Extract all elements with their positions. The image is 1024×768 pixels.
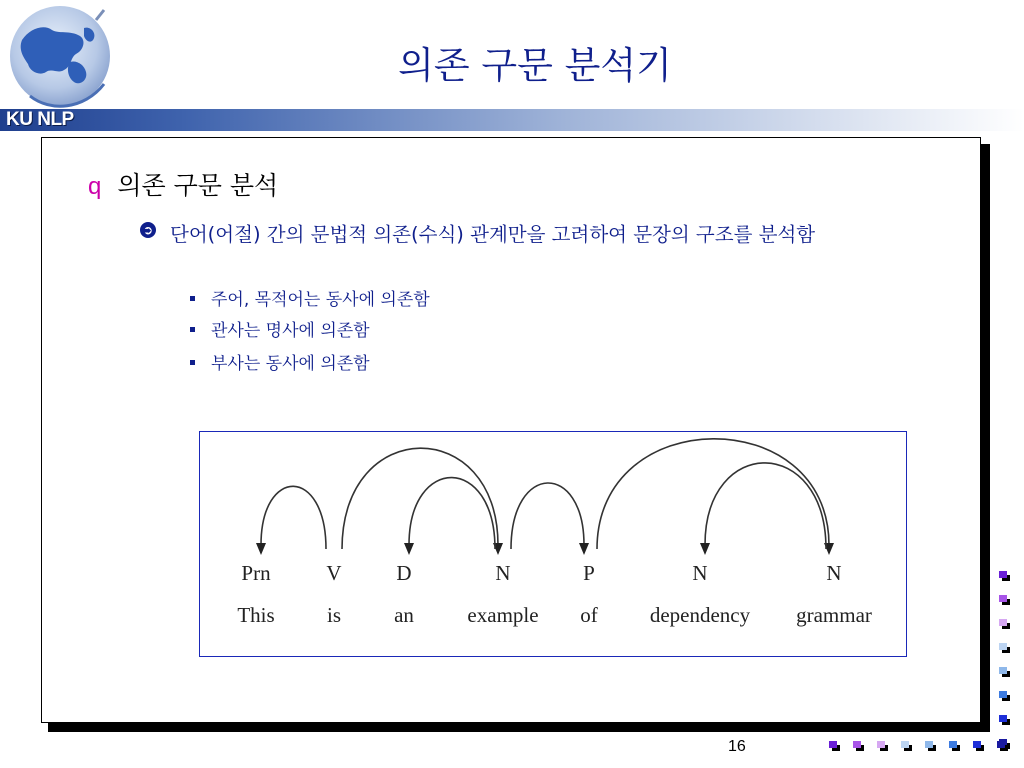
dependency-arc [261,486,326,549]
pos-tag: Prn [241,561,271,585]
list-item [190,319,370,343]
arrowhead [700,543,710,555]
token-word: of [580,603,598,627]
token-word: dependency [649,603,751,627]
decor-square [877,741,886,750]
list-item-text: 부사는 동사에 의존함 [211,354,370,374]
header-bar [0,109,1024,131]
slide-title: 의존 구문 분석기 [398,44,672,87]
decor-square [999,691,1008,700]
decor-square [853,741,862,750]
arrowhead [579,543,589,555]
square-bullet-icon [190,360,195,365]
heading-text: 의존 구문 분석 [117,171,279,200]
pos-tag: N [692,561,708,585]
decor-square [999,595,1008,604]
decor-square [829,741,838,750]
decor-square [925,741,934,750]
page-number: 16 [728,738,746,755]
dependency-arc [511,483,584,549]
token-word: This [237,603,275,627]
decor-square [999,643,1008,652]
decor-square [999,571,1008,580]
pos-tag: P [583,561,595,585]
arrowhead [256,543,266,555]
token-word: example [467,603,539,627]
sub-bullet-text: 단어(어절) 간의 문법적 의존(수식) 관계만을 고려하여 문장의 구조를 분석함 [170,223,816,246]
decor-square [997,741,1006,750]
token-word: grammar [796,603,872,627]
dependency-diagram-svg [200,432,906,656]
list-item-text: 주어, 목적어는 동사에 의존함 [211,290,430,310]
arrow-circle-icon: ➲ [140,222,156,238]
pos-tag: V [326,561,342,585]
pos-tag: N [495,561,511,585]
square-bullet-icon [190,296,195,301]
dependency-arc [597,439,829,549]
list-item [190,352,370,376]
decor-square [901,741,910,750]
logo-text: KU NLP [6,109,74,130]
dependency-arc [705,463,826,549]
decor-square [999,667,1008,676]
q-bullet: q [88,173,102,200]
token-word: is [326,603,342,627]
square-bullet-icon [190,327,195,332]
decor-square [949,741,958,750]
list-item-text: 관사는 명사에 의존함 [211,321,370,341]
decor-square [973,741,982,750]
dependency-diagram [199,431,907,657]
decor-square [999,715,1008,724]
arrowhead [404,543,414,555]
pos-tag: N [826,561,842,585]
sub-bullet [140,220,930,250]
decor-square [999,619,1008,628]
bullet-heading [88,170,278,203]
dependency-arc [409,478,495,549]
token-word: an [394,603,414,627]
list-item [190,288,430,312]
pos-tag: D [396,561,412,585]
